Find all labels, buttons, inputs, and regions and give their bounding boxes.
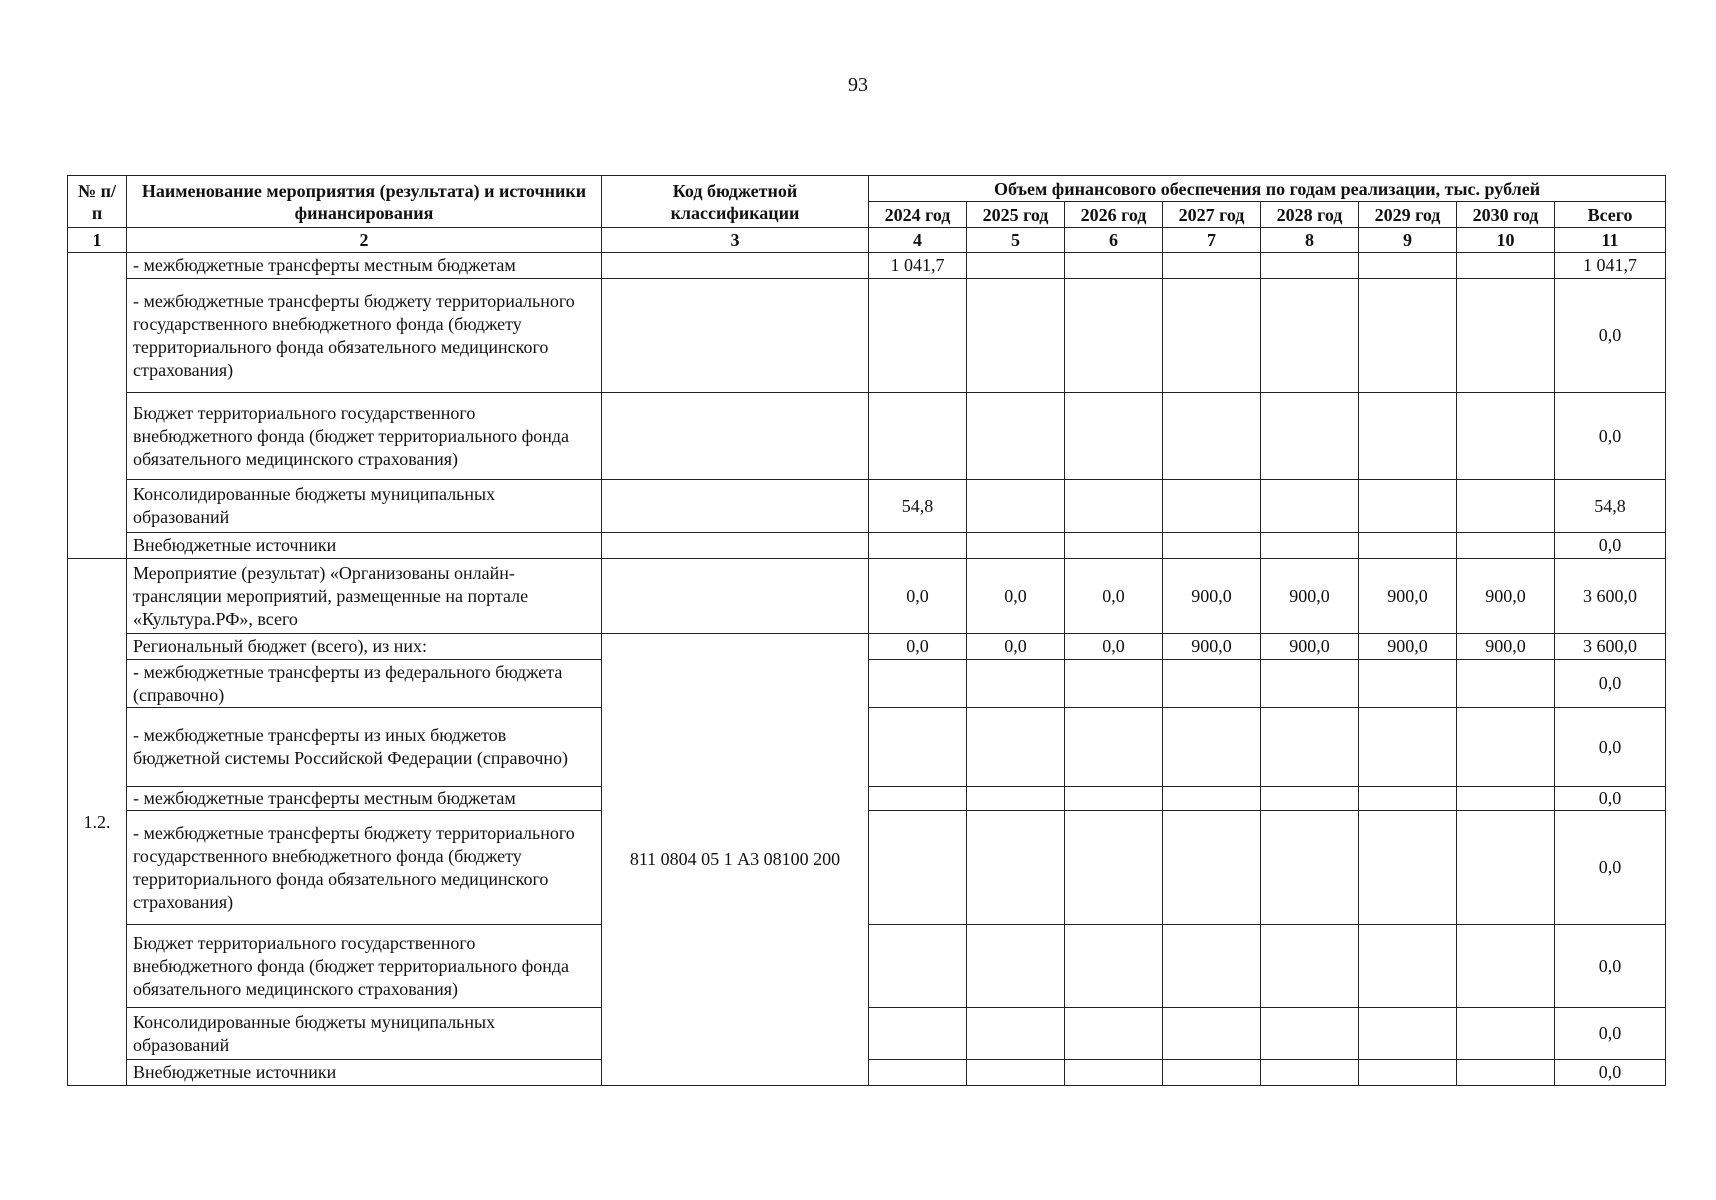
year-value-cell	[1261, 811, 1359, 925]
year-value-cell	[869, 533, 967, 559]
year-value-cell	[967, 1060, 1065, 1086]
year-value-cell	[1359, 1008, 1457, 1060]
table-row	[68, 533, 1666, 559]
year-value-cell	[1457, 533, 1555, 559]
budget-code-cell	[602, 559, 869, 634]
column-number-row	[68, 228, 1666, 253]
year-value-cell: 900,0	[1359, 559, 1457, 634]
year-value-cell: 0,0	[869, 634, 967, 660]
year-value-cell	[1457, 279, 1555, 393]
year-value-cell	[1359, 1060, 1457, 1086]
total-value-cell: 0,0	[1555, 1060, 1666, 1086]
year-value-cell	[1065, 925, 1163, 1008]
year-value-cell: 0,0	[967, 559, 1065, 634]
table-row	[68, 279, 1666, 393]
year-value-cell	[1359, 660, 1457, 708]
year-value-cell	[1065, 708, 1163, 787]
year-value-cell	[1457, 708, 1555, 787]
table-row	[68, 559, 1666, 634]
row-name: - межбюджетные трансферты местным бюджетам	[127, 253, 602, 279]
year-value-cell	[1065, 787, 1163, 811]
year-value-cell	[967, 533, 1065, 559]
year-value-cell	[869, 787, 967, 811]
row-number-cell	[68, 253, 127, 559]
year-value-cell	[1261, 925, 1359, 1008]
row-name: Консолидированные бюджеты муниципальных образований	[127, 1008, 602, 1060]
header-total: Всего	[1555, 202, 1666, 228]
row-name: - межбюджетные трансферты бюджету территориального государственного внебюджетного фонда (бюджету территориального фонда обязательного медицинского страхования)	[127, 811, 602, 925]
column-number: 5	[967, 228, 1065, 253]
year-value-cell	[1457, 811, 1555, 925]
year-value-cell	[1065, 1008, 1163, 1060]
total-value-cell: 0,0	[1555, 925, 1666, 1008]
year-value-cell: 900,0	[1457, 634, 1555, 660]
year-value-cell	[1457, 787, 1555, 811]
column-number: 4	[869, 228, 967, 253]
table-row	[68, 393, 1666, 480]
year-value-cell	[1457, 393, 1555, 480]
row-name: Внебюджетные источники	[127, 1060, 602, 1086]
column-number: 10	[1457, 228, 1555, 253]
year-value-cell	[1065, 279, 1163, 393]
year-value-cell: 900,0	[1457, 559, 1555, 634]
year-value-cell: 900,0	[1261, 634, 1359, 660]
year-value-cell	[1457, 1060, 1555, 1086]
table-row	[68, 634, 1666, 660]
year-value-cell: 0,0	[967, 634, 1065, 660]
year-value-cell	[1359, 393, 1457, 480]
column-number: 8	[1261, 228, 1359, 253]
table-row	[68, 480, 1666, 533]
year-value-cell	[967, 253, 1065, 279]
year-value-cell	[1163, 480, 1261, 533]
header-year-2030: 2030 год	[1457, 202, 1555, 228]
row-name: - межбюджетные трансферты из федерального бюджета (справочно)	[127, 660, 602, 708]
year-value-cell	[869, 279, 967, 393]
year-value-cell	[1163, 533, 1261, 559]
year-value-cell	[967, 708, 1065, 787]
total-value-cell: 0,0	[1555, 811, 1666, 925]
year-value-cell	[869, 1008, 967, 1060]
year-value-cell	[1065, 393, 1163, 480]
year-value-cell	[869, 393, 967, 480]
year-value-cell: 54,8	[869, 480, 967, 533]
year-value-cell	[1163, 708, 1261, 787]
year-value-cell: 900,0	[1261, 559, 1359, 634]
year-value-cell	[869, 811, 967, 925]
year-value-cell	[869, 660, 967, 708]
header-year-2026: 2026 год	[1065, 202, 1163, 228]
budget-code-cell	[602, 253, 869, 279]
year-value-cell	[869, 925, 967, 1008]
header-year-2025: 2025 год	[967, 202, 1065, 228]
year-value-cell	[1065, 533, 1163, 559]
header-funding: Объем финансового обеспечения по годам реализации, тыс. рублей	[869, 176, 1666, 202]
year-value-cell	[1065, 660, 1163, 708]
column-number: 2	[127, 228, 602, 253]
header-year-2028: 2028 год	[1261, 202, 1359, 228]
year-value-cell	[1359, 787, 1457, 811]
year-value-cell	[1359, 811, 1457, 925]
year-value-cell	[1261, 1008, 1359, 1060]
total-value-cell: 54,8	[1555, 480, 1666, 533]
row-number-cell: 1.2.	[68, 559, 127, 1086]
year-value-cell	[967, 660, 1065, 708]
year-value-cell	[967, 393, 1065, 480]
table-row	[68, 253, 1666, 279]
total-value-cell: 0,0	[1555, 1008, 1666, 1060]
year-value-cell	[1163, 787, 1261, 811]
year-value-cell	[1359, 253, 1457, 279]
year-value-cell	[1261, 253, 1359, 279]
row-name: Бюджет территориального государственного внебюджетного фонда (бюджет территориального фонда обязательного медицинского страхования)	[127, 393, 602, 480]
row-name: Консолидированные бюджеты муниципальных образований	[127, 480, 602, 533]
row-name: - межбюджетные трансферты бюджету территориального государственного внебюджетного фонда (бюджету территориального фонда обязательного медицинского страхования)	[127, 279, 602, 393]
year-value-cell	[1261, 708, 1359, 787]
row-name: Бюджет территориального государственного внебюджетного фонда (бюджет территориального фонда обязательного медицинского страхования)	[127, 925, 602, 1008]
row-name: Внебюджетные источники	[127, 533, 602, 559]
total-value-cell: 0,0	[1555, 279, 1666, 393]
year-value-cell	[1065, 1060, 1163, 1086]
year-value-cell	[1065, 480, 1163, 533]
total-value-cell: 0,0	[1555, 660, 1666, 708]
year-value-cell	[1163, 925, 1261, 1008]
year-value-cell	[869, 708, 967, 787]
page-number: 93	[848, 74, 868, 96]
row-name: - межбюджетные трансферты местным бюджетам	[127, 787, 602, 811]
row-name: Мероприятие (результат) «Организованы онлайн-трансляции мероприятий, размещенные на портале «Культура.РФ», всего	[127, 559, 602, 634]
budget-code-cell	[602, 480, 869, 533]
year-value-cell	[1359, 480, 1457, 533]
year-value-cell: 900,0	[1163, 634, 1261, 660]
year-value-cell	[1359, 708, 1457, 787]
budget-table	[67, 175, 1666, 1086]
year-value-cell: 1 041,7	[869, 253, 967, 279]
year-value-cell	[967, 279, 1065, 393]
year-value-cell	[967, 480, 1065, 533]
column-number: 1	[68, 228, 127, 253]
year-value-cell	[1163, 279, 1261, 393]
year-value-cell	[967, 925, 1065, 1008]
total-value-cell: 3 600,0	[1555, 634, 1666, 660]
year-value-cell	[1457, 925, 1555, 1008]
header-year-2024: 2024 год	[869, 202, 967, 228]
year-value-cell	[1065, 811, 1163, 925]
column-number: 3	[602, 228, 869, 253]
budget-code-cell	[602, 533, 869, 559]
row-name: Региональный бюджет (всего), из них:	[127, 634, 602, 660]
total-value-cell: 3 600,0	[1555, 559, 1666, 634]
year-value-cell	[1457, 253, 1555, 279]
year-value-cell	[967, 811, 1065, 925]
year-value-cell	[1163, 253, 1261, 279]
table-body	[68, 253, 1666, 1086]
year-value-cell	[1359, 279, 1457, 393]
year-value-cell	[1261, 660, 1359, 708]
year-value-cell: 0,0	[1065, 634, 1163, 660]
budget-code-cell	[602, 393, 869, 480]
year-value-cell	[1261, 480, 1359, 533]
year-value-cell	[1261, 533, 1359, 559]
year-value-cell	[1163, 811, 1261, 925]
year-value-cell	[1457, 480, 1555, 533]
year-value-cell	[967, 787, 1065, 811]
row-name: - межбюджетные трансферты из иных бюджетов бюджетной системы Российской Федерации (справочно)	[127, 708, 602, 787]
year-value-cell: 900,0	[1163, 559, 1261, 634]
year-value-cell: 0,0	[869, 559, 967, 634]
year-value-cell	[1065, 253, 1163, 279]
total-value-cell: 0,0	[1555, 708, 1666, 787]
budget-code-cell: 811 0804 05 1 А3 08100 200	[602, 634, 869, 1086]
column-number: 9	[1359, 228, 1457, 253]
year-value-cell: 0,0	[1065, 559, 1163, 634]
budget-code-cell	[602, 279, 869, 393]
total-value-cell: 1 041,7	[1555, 253, 1666, 279]
header-code: Код бюджетной классификации	[602, 176, 869, 228]
year-value-cell	[1457, 660, 1555, 708]
column-number: 11	[1555, 228, 1666, 253]
header-no: № п/п	[68, 176, 127, 228]
header-year-2027: 2027 год	[1163, 202, 1261, 228]
year-value-cell	[1163, 393, 1261, 480]
header-name: Наименование мероприятия (результата) и источники финансирования	[127, 176, 602, 228]
year-value-cell	[967, 1008, 1065, 1060]
year-value-cell	[1359, 925, 1457, 1008]
column-number: 6	[1065, 228, 1163, 253]
total-value-cell: 0,0	[1555, 533, 1666, 559]
year-value-cell	[1261, 393, 1359, 480]
year-value-cell	[1261, 1060, 1359, 1086]
year-value-cell	[1261, 787, 1359, 811]
total-value-cell: 0,0	[1555, 393, 1666, 480]
total-value-cell: 0,0	[1555, 787, 1666, 811]
year-value-cell	[1163, 660, 1261, 708]
year-value-cell: 900,0	[1359, 634, 1457, 660]
year-value-cell	[1163, 1060, 1261, 1086]
year-value-cell	[1261, 279, 1359, 393]
header-year-2029: 2029 год	[1359, 202, 1457, 228]
column-number: 7	[1163, 228, 1261, 253]
year-value-cell	[869, 1060, 967, 1086]
year-value-cell	[1163, 1008, 1261, 1060]
year-value-cell	[1457, 1008, 1555, 1060]
year-value-cell	[1359, 533, 1457, 559]
